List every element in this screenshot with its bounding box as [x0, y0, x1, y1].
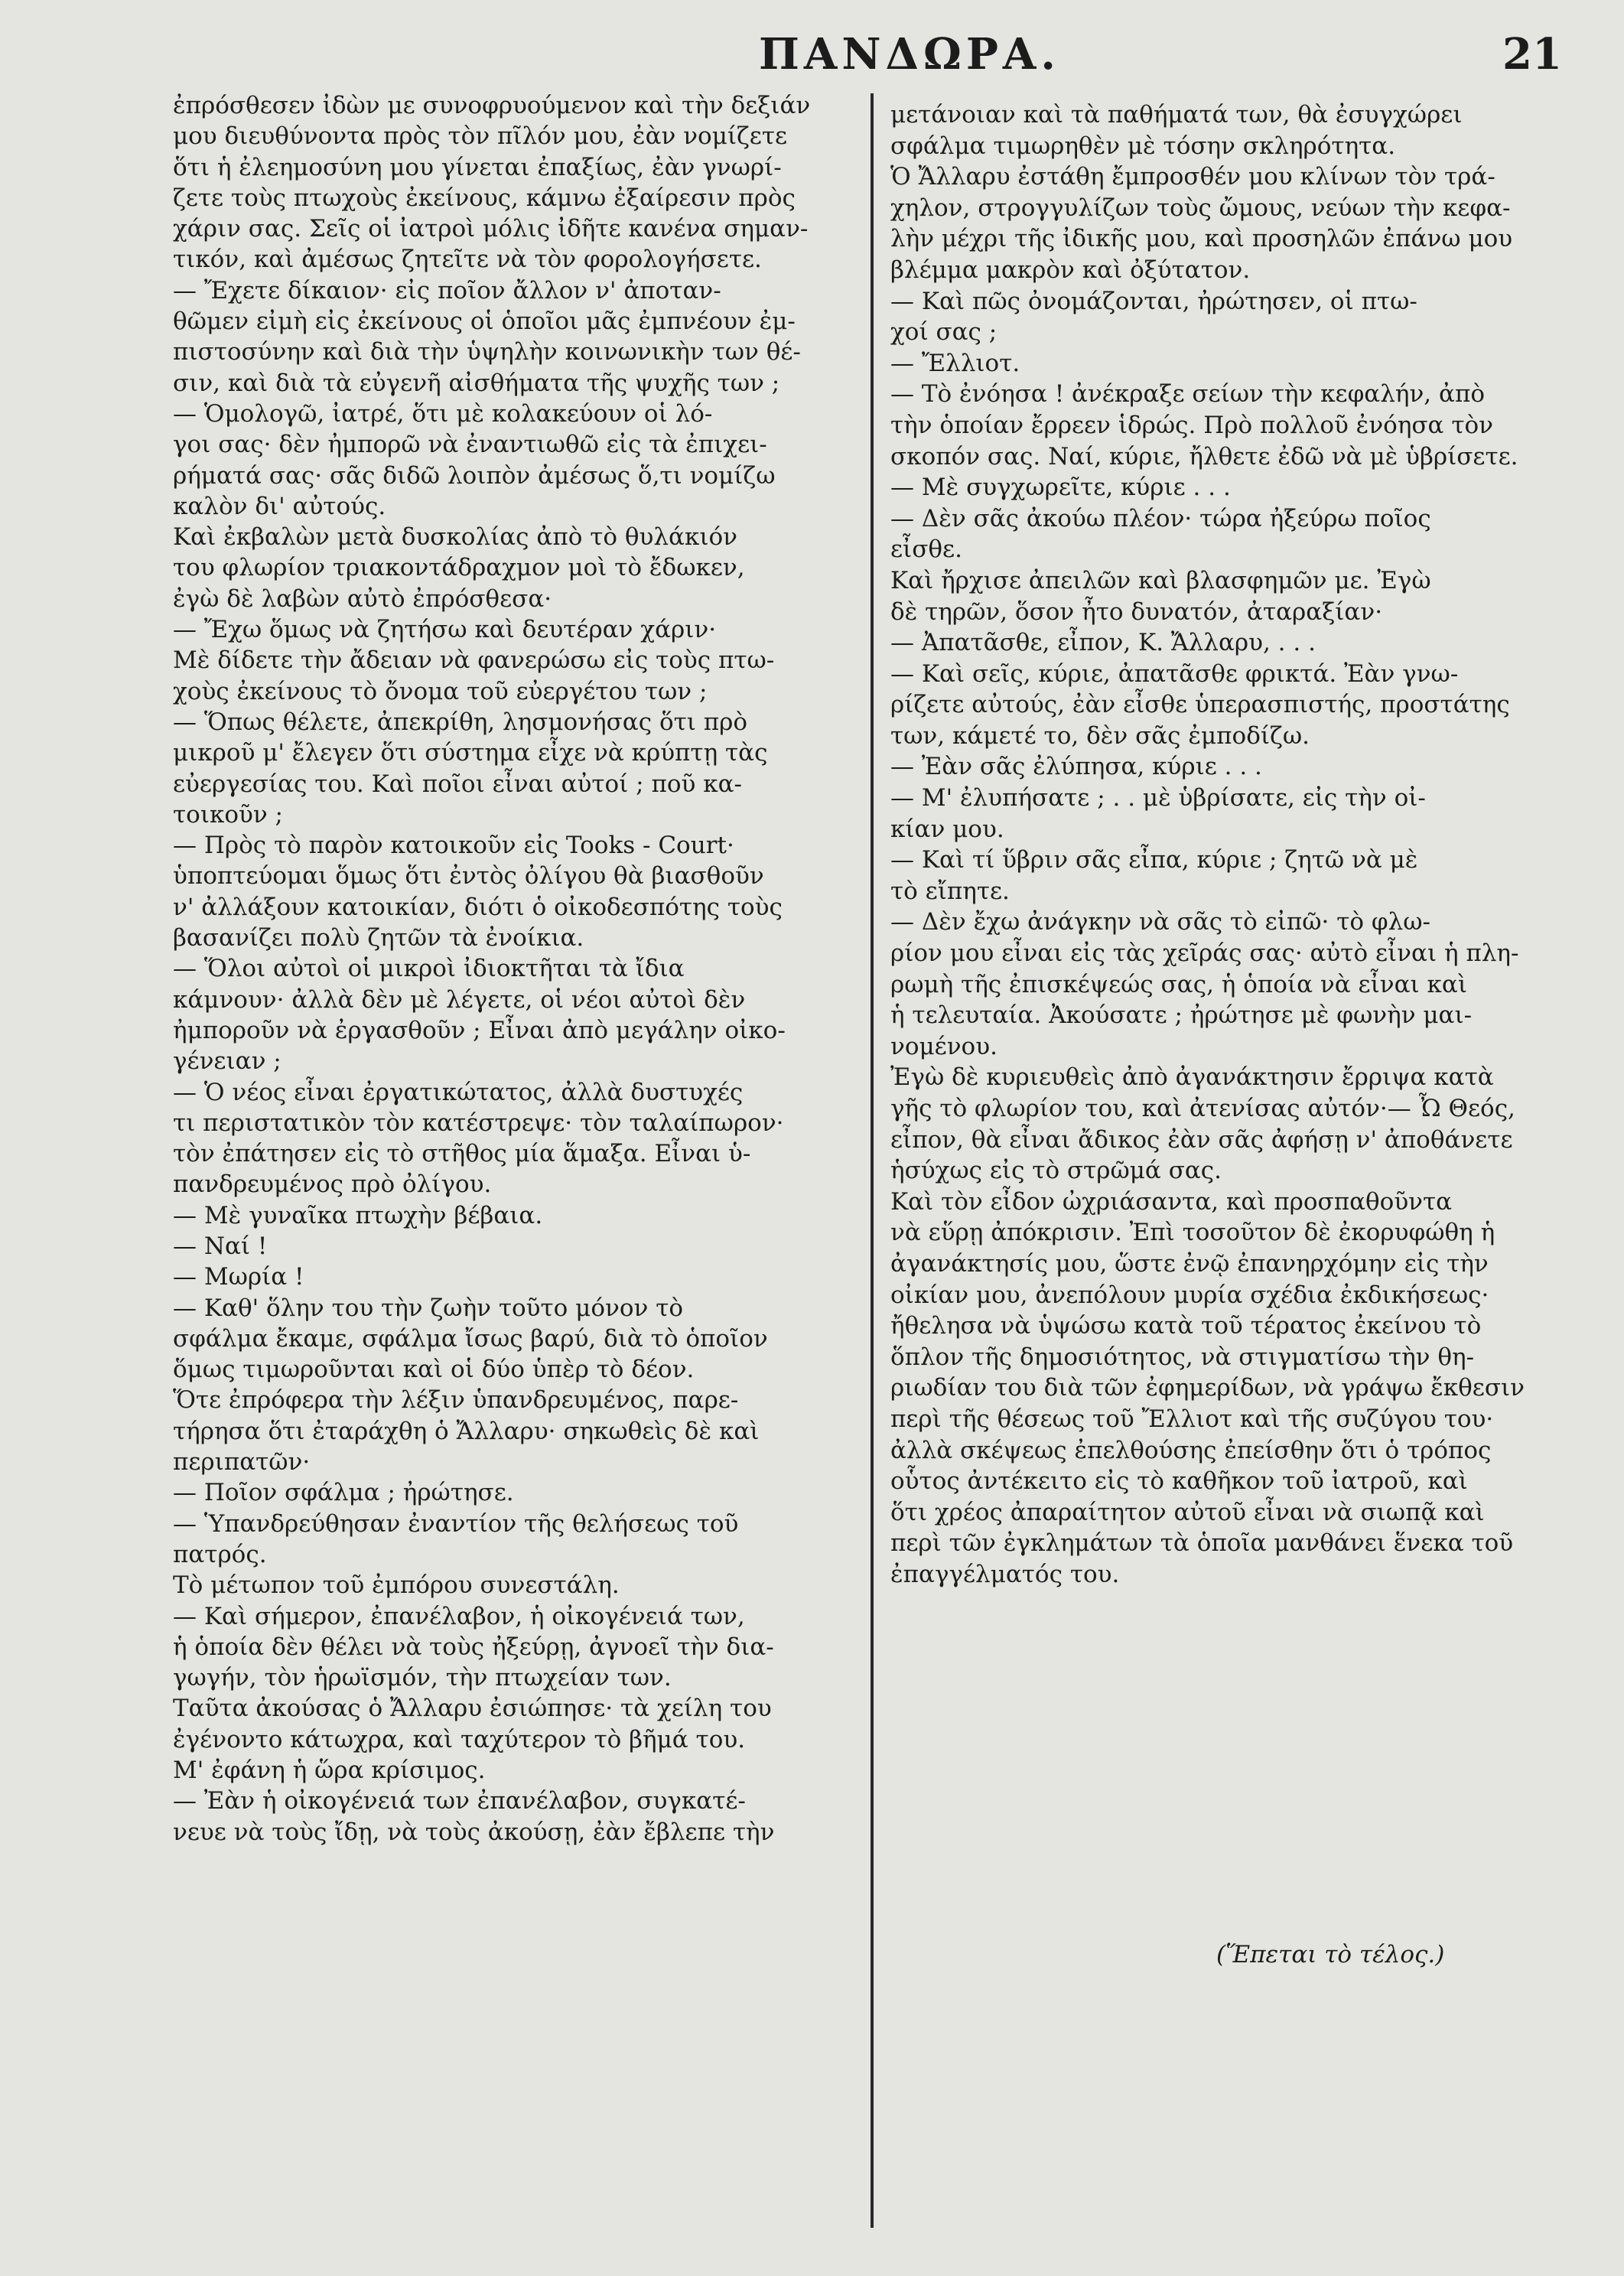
text-line: τὴν ὁποίαν ἔρρεεν ἱδρώς. Πρὸ πολλοῦ ἐνόησα τὸν	[890, 411, 1494, 439]
text-line: των, κάμετέ το, δὲν σᾶς ἐμποδίζω.	[890, 721, 1310, 750]
text-line: τοικοῦν ;	[173, 800, 283, 829]
text-line: χάριν σας. Σεῖς οἱ ἰατροὶ μόλις ἰδῆτε κανένα σημαν-	[173, 215, 809, 243]
text-line: ἠμποροῦν νὰ ἐργασθοῦν ; Εἶναι ἀπὸ μεγάλην οἰκο-	[173, 1016, 786, 1044]
text-line: περὶ τῆς θέσεως τοῦ Ἔλλιοτ καὶ τῆς συζύγου του·	[890, 1405, 1494, 1433]
text-line: — Μ' ἐλυπήσατε ; . . μὲ ὑβρίσατε, εἰς τὴν οἰ-	[890, 784, 1426, 812]
right-column	[890, 99, 1554, 1591]
text-line: Καὶ ἤρχισε ἀπειλῶν καὶ βλασφημῶν με. Ἐγὼ	[890, 566, 1431, 594]
text-line: τικόν, καὶ ἀμέσως ζητεῖτε νὰ τὸν φορολογήσετε.	[173, 246, 762, 274]
text-line: ζετε τοὺς πτωχοὺς ἐκείνους, κάμνω ἐξαίρεσιν πρὸς	[173, 184, 796, 212]
text-line: — Καθ' ὅλην του τὴν ζωὴν τοῦτο μόνον τὸ	[173, 1294, 684, 1322]
text-line: σιν, καὶ διὰ τὰ εὐγενῆ αἰσθήματα τῆς ψυχῆς των ;	[173, 369, 780, 397]
text-line: Τὸ μέτωπον τοῦ ἐμπόρου συνεστάλη.	[173, 1571, 620, 1600]
text-line: Ὅτε ἐπρόφερα τὴν λέξιν ὑπανδρευμένος, παρε-	[173, 1386, 739, 1415]
text-line: — Ναί !	[173, 1232, 268, 1260]
text-line: εἶπον, θὰ εἶναι ἄδικος ἐὰν σᾶς ἀφήσῃ ν' ἀποθάνετε	[890, 1125, 1513, 1154]
text-line: — Δὲν ἔχω ἀνάγκην νὰ σᾶς τὸ εἰπῶ· τὸ φλω-	[890, 908, 1430, 936]
text-line: ρήματά σας· σᾶς διδῶ λοιπὸν ἀμέσως ὅ,τι νομίζω	[173, 461, 776, 490]
text-line: — Ἔχετε δίκαιον· εἰς ποῖον ἄλλον ν' ἀποταν-	[173, 276, 721, 304]
text-line: βλέμμα μακρὸν καὶ ὀξύτατον.	[890, 256, 1251, 284]
text-line: — Ἀπατᾶσθε, εἶπον, Κ. Ἄλλαρυ, . . .	[890, 629, 1316, 657]
text-line: γοι σας· δὲν ἠμπορῶ νὰ ἐναντιωθῶ εἰς τὰ ἐπιχει-	[173, 431, 767, 459]
page-title: ΠΑΝΔΩΡΑ.	[759, 29, 1060, 80]
text-line: ρωμὴ τῆς ἐπισκέψεώς σας, ἡ ὁποία νὰ εἶναι καὶ	[890, 970, 1467, 998]
text-line: του φλωρίον τριακοντάδραχμον μοὶ τὸ ἔδωκεν,	[173, 554, 745, 582]
text-line: — Καὶ σεῖς, κύριε, ἀπατᾶσθε φρικτά. Ἐὰν γνω-	[890, 659, 1459, 688]
text-line: γένειαν ;	[173, 1047, 282, 1076]
text-line: πανδρευμένος πρὸ ὀλίγου.	[173, 1171, 492, 1199]
text-line: γωγήν, τὸν ἡρωϊσμόν, τὴν πτωχείαν των.	[173, 1664, 672, 1692]
column-divider	[871, 93, 874, 2228]
text-line: ὅπλον τῆς δημοσιότητος, νὰ στιγματίσω τὴν θη-	[890, 1343, 1475, 1371]
text-line: χοί σας ;	[890, 318, 998, 347]
text-line: τὸν ἐπάτησεν εἰς τὸ στῆθος μία ἅμαξα. Εἶναι ὑ-	[173, 1140, 751, 1168]
text-line: βασανίζει πολὺ ζητῶν τὰ ἐνοίκια.	[173, 924, 584, 952]
text-line: Ὁ Ἄλλαρυ ἐστάθη ἔμπροσθέν μου κλίνων τὸν τρά-	[890, 163, 1495, 191]
text-line: περιπατῶν·	[173, 1448, 311, 1477]
text-line: οὗτος ἀντέκειτο εἰς τὸ καθῆκον τοῦ ἰατροῦ, καὶ	[890, 1467, 1468, 1496]
text-line: περὶ τῶν ἐγκλημάτων τὰ ὁποῖα μανθάνει ἕνεκα τοῦ	[890, 1529, 1514, 1558]
text-line: ρίζετε αὐτούς, ἐὰν εἶσθε ὑπερασπιστής, προστάτης	[890, 691, 1510, 719]
text-line: — Ὁμολογῶ, ἰατρέ, ὅτι μὲ κολακεύουν οἱ λό-	[173, 399, 713, 428]
text-line: σκοπόν σας. Ναί, κύριε, ἤλθετε ἐδῶ νὰ μὲ ὑβρίσετε.	[890, 442, 1518, 471]
text-line: νὰ εὕρῃ ἀπόκρισιν. Ἐπὶ τοσοῦτον δὲ ἐκορυφώθη ἡ	[890, 1219, 1495, 1247]
text-line: — Ὅλοι αὐτοὶ οἱ μικροὶ ἰδιοκτῆται τὰ ἴδια	[173, 955, 685, 983]
text-line: — Καὶ τί ὕβριν σᾶς εἶπα, κύριε ; ζητῶ νὰ μὲ	[890, 846, 1418, 874]
text-line: Καὶ τὸν εἶδον ὠχριάσαντα, καὶ προσπαθοῦντα	[890, 1187, 1453, 1216]
text-line: σφάλμα ἔκαμε, σφάλμα ἴσως βαρύ, διὰ τὸ ὁποῖον	[173, 1324, 768, 1353]
text-line: — Ἐὰν ἡ οἰκογένειά των ἐπανέλαβον, συγκατέ-	[173, 1787, 746, 1815]
text-line: — Δὲν σᾶς ἀκούω πλέον· τώρα ἠξεύρω ποῖος	[890, 504, 1431, 532]
text-line: μικροῦ μ' ἔλεγεν ὅτι σύστημα εἶχε νὰ κρύπτῃ τὰς	[173, 739, 768, 767]
text-line: Μ' ἐφάνη ἡ ὥρα κρίσιμος.	[173, 1757, 486, 1785]
text-line: — Καὶ σήμερον, ἐπανέλαβον, ἡ οἰκογένειά των,	[173, 1602, 745, 1630]
text-line: ἐγένοντο κάτωχρα, καὶ ταχύτερον τὸ βῆμά του.	[173, 1725, 746, 1753]
text-line: Καὶ ἐκβαλὼν μετὰ δυσκολίας ἀπὸ τὸ θυλάκιόν	[173, 523, 738, 552]
text-line: πατρός.	[173, 1540, 267, 1568]
text-line: — Ποῖον σφάλμα ; ἠρώτησε.	[173, 1479, 514, 1507]
text-line: ἀλλὰ σκέψεως ἐπελθούσης ἐπείσθην ὅτι ὁ τρόπος	[890, 1436, 1492, 1464]
text-line: — Μὲ συγχωρεῖτε, κύριε . . .	[890, 474, 1231, 502]
page-number: 21	[1502, 29, 1562, 80]
text-line: ἀγανάκτησίς μου, ὥστε ἐνῷ ἐπανηρχόμην εἰς τὴν	[890, 1249, 1489, 1278]
text-line: Μὲ δίδετε τὴν ἄδειαν νὰ φανερώσω εἰς τοὺς πτω-	[173, 646, 775, 675]
text-line: πιστοσύνην καὶ διὰ τὴν ὑψηλὴν κοινωνικὴν των θέ-	[173, 338, 801, 366]
text-line: ἤθελησα νὰ ὑψώσω κατὰ τοῦ τέρατος ἐκείνου τὸ	[890, 1312, 1482, 1340]
left-column	[173, 90, 864, 1848]
text-line: λὴν μέχρι τῆς ἰδικῆς μου, καὶ προσηλῶν ἐπάνω μου	[890, 225, 1513, 253]
text-line: — Ἔχω ὅμως νὰ ζητήσω καὶ δευτέραν χάριν·	[173, 616, 717, 644]
text-line: νομένου.	[890, 1032, 998, 1060]
text-line: ρίον μου εἶναι εἰς τὰς χεῖράς σας· αὐτὸ εἶναι ἡ πλη-	[890, 939, 1519, 968]
text-line: ἐπαγγέλματός του.	[890, 1560, 1120, 1588]
text-line: τήρησα ὅτι ἐταράχθη ὁ Ἄλλαρυ· σηκωθεὶς δὲ καὶ	[173, 1417, 760, 1445]
text-line: δὲ τηρῶν, ὅσον ἦτο δυνατόν, ἀταραξίαν·	[890, 597, 1383, 626]
text-line: καλὸν δι' αὐτούς.	[173, 492, 386, 520]
text-line: θῶμεν εἰμὴ εἰς ἐκείνους οἱ ὁποῖοι μᾶς ἐμπνέουν ἐμ-	[173, 308, 796, 336]
text-line: ὅτι ἡ ἐλεημοσύνη μου γίνεται ἐπαξίως, ἐὰν γνωρί-	[173, 153, 782, 181]
text-line: χηλον, στρογγυλίζων τοὺς ὤμους, νεύων τὴν κεφα-	[890, 194, 1511, 222]
text-line: — Ὅπως θέλετε, ἀπεκρίθη, λησμονήσας ὅτι πρὸ	[173, 708, 748, 736]
text-line: γῆς τὸ φλωρίον του, καὶ ἀτενίσας αὐτόν·— Ὦ Θεός,	[890, 1095, 1515, 1122]
text-line: χοὺς ἐκείνους τὸ ὄνομα τοῦ εὐεργέτου των ;	[173, 677, 708, 705]
text-line: ὑποπτεύομαι ὅμως ὅτι ἐντὸς ὀλίγου θὰ βιασθοῦν	[173, 862, 764, 891]
text-line: μετάνοιαν καὶ τὰ παθήματά των, θὰ ἐσυγχώρει	[890, 101, 1463, 129]
text-line: ἐπρόσθεσεν ἰδὼν με συνοφρυούμενον καὶ τὴν δεξιάν	[173, 92, 811, 119]
text-line: οἰκίαν μου, ἀνεπόλουν μυρία σχέδια ἐκδικήσεως·	[890, 1281, 1489, 1309]
text-line: ν' ἀλλάξουν κατοικίαν, διότι ὁ οἰκοδεσπότης τοὺς	[173, 893, 783, 921]
text-line: ἐγὼ δὲ λαβὼν αὐτὸ ἐπρόσθεσα·	[173, 584, 552, 613]
text-line: ἡ τελευταία. Ἀκούσατε ; ἠρώτησε μὲ φωνὴν μαι-	[890, 1001, 1473, 1030]
text-line: — Μωρία !	[173, 1263, 304, 1291]
text-line: ὅμως τιμωροῦνται καὶ οἱ δύο ὑπὲρ τὸ δέον.	[173, 1356, 695, 1384]
text-line: τὸ εἴπητε.	[890, 877, 1010, 905]
text-line: — Ὑπανδρεύθησαν ἐναντίον τῆς θελήσεως τοῦ	[173, 1509, 739, 1538]
text-line: ἡσύχως εἰς τὸ στρῶμά σας.	[890, 1157, 1222, 1185]
text-line: εἶσθε.	[890, 536, 962, 564]
text-line: — Τὸ ἐνόησα ! ἀνέκραξε σείων τὴν κεφαλήν, ἀπὸ	[890, 380, 1485, 409]
text-line: ἡ ὁποία δὲν θέλει νὰ τοὺς ἠξεύρῃ, ἀγνοεῖ τὴν δια-	[173, 1633, 774, 1661]
text-line: κάμνουν· ἀλλὰ δὲν μὲ λέγετε, οἱ νέοι αὐτοὶ δὲν	[173, 985, 746, 1014]
text-line: — Ἔλλιοτ.	[890, 349, 1020, 377]
text-line: Ταῦτα ἀκούσας ὁ Ἄλλαρυ ἐσιώπησε· τὰ χείλη του	[173, 1695, 772, 1723]
continuation-note: (Ἕπεται τὸ τέλος.)	[1216, 1941, 1445, 1968]
text-line: — Μὲ γυναῖκα πτωχὴν βέβαια.	[173, 1201, 543, 1229]
text-line: σφάλμα τιμωρηθὲν μὲ τόσην σκληρότητα.	[890, 132, 1396, 160]
text-line: — Πρὸς τὸ παρὸν κατοικοῦν εἰς Tooks - Court·	[173, 832, 734, 860]
text-line: ὅτι χρέος ἀπαραίτητον αὐτοῦ εἶναι νὰ σιωπᾷ καὶ	[890, 1498, 1485, 1526]
text-line: — Καὶ πῶς ὀνομάζονται, ἠρώτησεν, οἱ πτω-	[890, 287, 1417, 315]
text-line: μου διευθύνοντα πρὸς τὸν πῖλόν μου, ἐὰν νομίζετε	[173, 122, 788, 151]
text-line: τι περιστατικὸν τὸν κατέστρεψε· τὸν ταλαίπωρον·	[173, 1109, 784, 1137]
text-line: εὐεργεσίας του. Καὶ ποῖοι εἶναι αὐτοί ; ποῦ κα-	[173, 770, 742, 798]
text-line: Ἐγὼ δὲ κυριευθεὶς ἀπὸ ἀγανάκτησιν ἔρριψα κατὰ	[890, 1063, 1494, 1092]
text-line: ριωδίαν του διὰ τῶν ἐφημερίδων, νὰ γράψω ἔκθεσιν	[890, 1374, 1525, 1402]
text-line: — Ἐὰν σᾶς ἐλύπησα, κύριε . . .	[890, 753, 1262, 781]
text-line: κίαν μου.	[890, 815, 1004, 843]
text-line: — Ὁ νέος εἶναι ἐργατικώτατος, ἀλλὰ δυστυχές	[173, 1078, 744, 1106]
text-line: νευε νὰ τοὺς ἴδῃ, νὰ τοὺς ἀκούσῃ, ἐὰν ἔβλεπε τὴν	[173, 1818, 775, 1846]
